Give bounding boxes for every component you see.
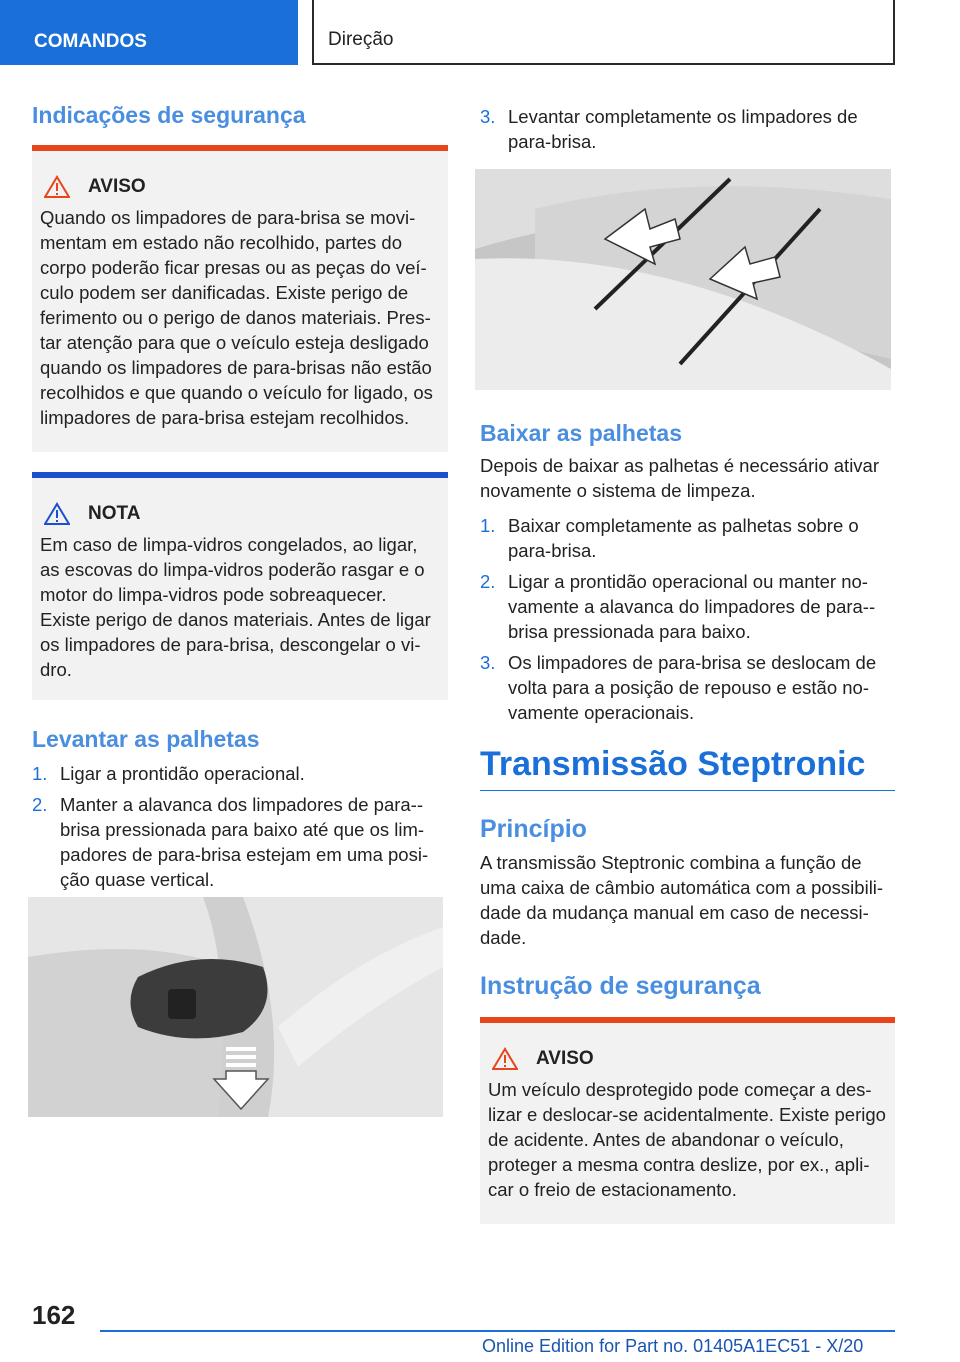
aviso-text: Um veículo desprotegido pode começar a deslizar e deslocar-se acidentalmente. Existe perigo de acidente. Antes de abandonar o veículo, proteger a mesma contra deslize, por ex., aplicar o freio de estacionamento. [488,1079,886,1200]
principle-heading: Princípio [480,815,587,843]
footer-rule [100,1330,895,1332]
list-item [480,513,895,563]
list-item [32,761,448,786]
nota-box [32,472,448,700]
step-text: Levantar completamente os limpadores de para-brisa. [508,106,858,152]
principle-text: A transmissão Steptronic combina a função de uma caixa de câmbio automática com a possibilidade da mudança manual em caso de necessidade. [480,852,884,948]
aviso-label: AVISO [536,1048,594,1069]
chapter-label: Direção [328,29,394,50]
right-column [480,104,895,160]
aviso-box-right [480,1017,895,1224]
raise-heading: Levantar as palhetas [32,726,260,752]
step-text: Manter a alavanca dos limpadores de para-brisa pressionada para baixo até que os limpadores de para-brisa estejam em uma posição quase vertical. [60,794,429,890]
step-number: 2. [32,794,48,815]
aviso-text: Quando os limpadores de para-brisa se movimentam em estado não recolhido, partes do corpo poderão ficar presas ou as peças do veículo podem ser danificadas. Existe perigo de ferimento ou o perigo de danos materiais. Prestar atenção para que o veículo esteja desligado quando os limpadores de para-brisas não estão recolhidos e que quando o veículo for ligado, os limpadores de para-brisa estejam recolhidos. [40,207,433,428]
list-item [480,569,895,644]
section-tab [0,0,298,65]
aviso-label: AVISO [88,176,146,197]
edition-note: Online Edition for Part no. 01405A1EC51 - X/20 [482,1336,864,1356]
step-text: Ligar a prontidão operacional ou manter novamente a alavanca do limpadores de para-brisa pressionada para baixo. [508,571,876,642]
page-number: 162 [32,1300,76,1330]
nota-label: NOTA [88,503,141,524]
step-number: 2. [480,571,496,592]
lower-intro: Depois de baixar as palhetas é necessário ativar novamente o sistema de limpeza. [480,455,880,501]
list-item [480,650,895,725]
section-label: COMANDOS [34,31,147,52]
chapter-header [312,0,895,65]
step-number: 3. [480,106,496,127]
aviso-box [32,145,448,452]
wiper-lever-image [28,897,443,1117]
step-number: 1. [32,763,48,784]
wipers-raised-image [475,169,891,390]
warning-triangle-icon [44,502,70,526]
raise-steps-cont [480,104,895,154]
warning-triangle-icon [44,175,70,199]
step-text: Ligar a prontidão operacional. [60,763,305,784]
aviso-title [40,175,440,199]
safety-instruction-heading: Instrução de segurança [480,972,761,1000]
step-number: 1. [480,515,496,536]
nota-text: Em caso de limpa-vidros congelados, ao ligar, as escovas do limpa-vidros poderão rasgar e o motor do limpa-vidros pode sobreaquecer. Existe perigo de danos materiais. Antes de ligar os limpadores de para-brisa, descongelar o vidro. [40,534,431,680]
left-column [32,102,448,898]
step-text: Os limpadores de para-brisa se deslocam de volta para a posição de repouso e estão novamente operacionais. [508,652,877,723]
step-number: 3. [480,652,496,673]
lower-steps [480,513,895,725]
transmission-heading: Transmissão Steptronic [480,745,895,791]
right-column-lower [480,420,895,1224]
safety-heading: Indicações de segurança [32,102,306,128]
list-item [480,104,895,154]
list-item [32,792,448,892]
nota-title [40,502,440,526]
aviso-title [488,1047,887,1071]
raise-steps [32,761,448,892]
lower-heading: Baixar as palhetas [480,420,683,446]
warning-triangle-icon [492,1047,518,1071]
step-text: Baixar completamente as palhetas sobre o para-brisa. [508,515,859,561]
